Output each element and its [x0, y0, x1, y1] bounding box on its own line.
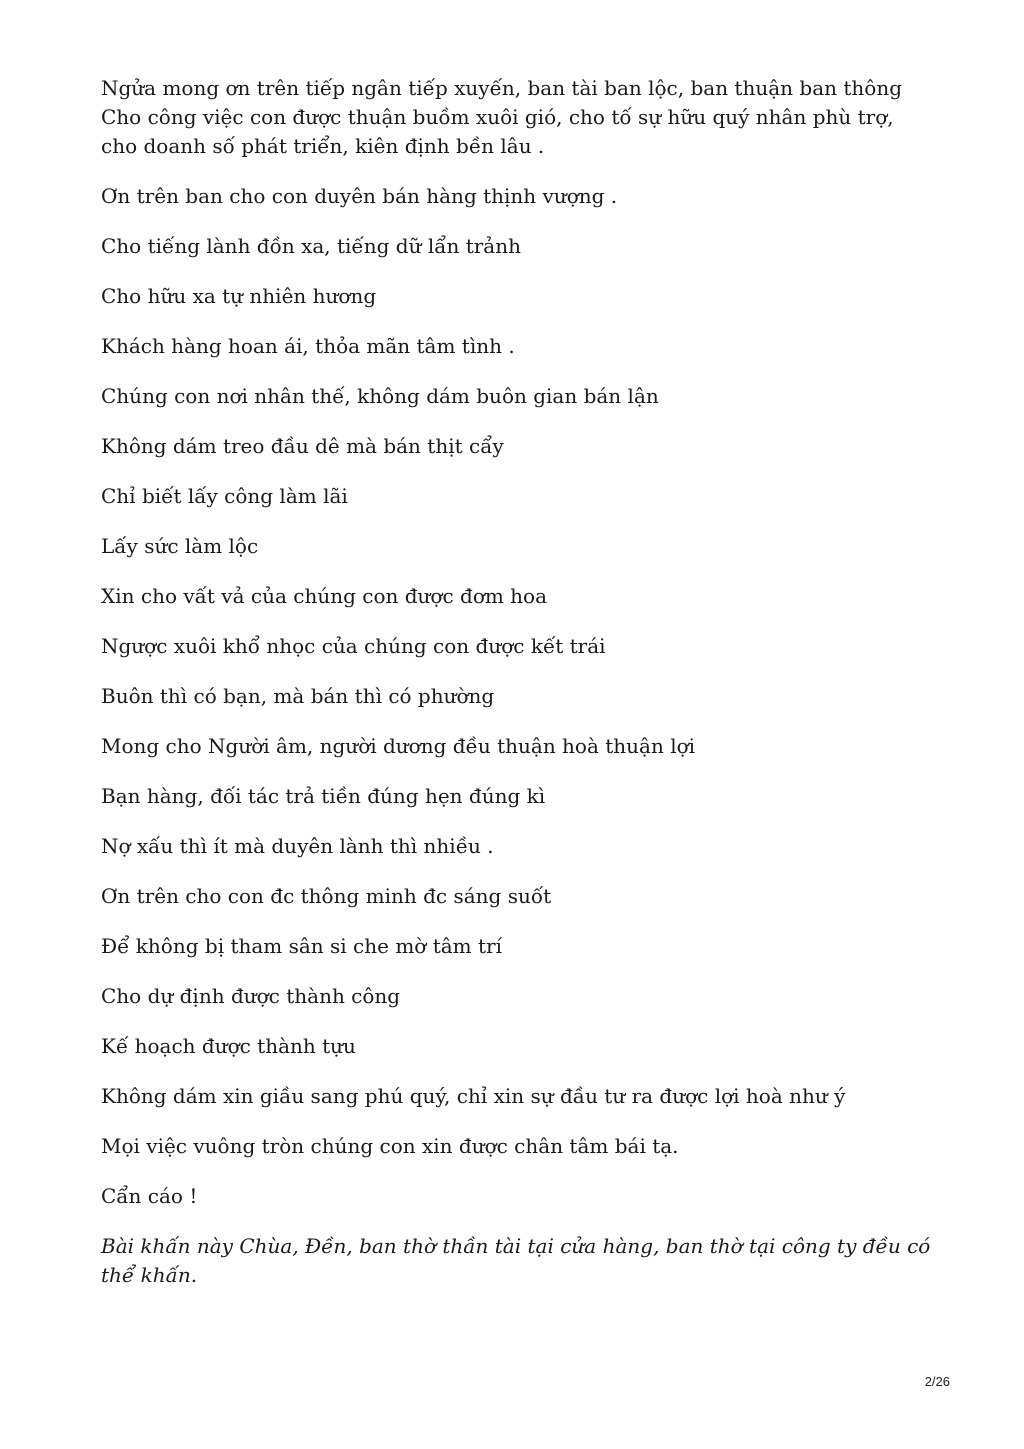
paragraph-line: Lấy sức làm lộc: [101, 534, 259, 558]
paragraph-line: Để không bị tham sân si che mờ tâm trí: [101, 934, 502, 958]
paragraph-line: Ơn trên cho con đc thông minh đc sáng suốt: [101, 884, 552, 908]
paragraph-opening: Ngửa mong ơn trên tiếp ngân tiếp xuyến, ban tài ban lộc, ban thuận ban thông Cho công việc con được thuận buồm xuôi gió, cho tố sự hữu quý nhân phù trợ, cho doanh số phát triển, kiên định bền lâu .: [101, 76, 902, 158]
paragraph-line: Cho tiếng lành đồn xa, tiếng dữ lẩn trảnh: [101, 234, 521, 258]
paragraph-line: Ơn trên ban cho con duyên bán hàng thịnh vượng .: [101, 184, 618, 208]
paragraph-line: Không dám treo đầu dê mà bán thịt cẩy: [101, 434, 504, 458]
paragraph-line: Mọi việc vuông tròn chúng con xin được chân tâm bái tạ.: [101, 1134, 679, 1158]
paragraph-line: Khách hàng hoan ái, thỏa mãn tâm tình .: [101, 334, 515, 358]
page-number: 2/26: [924, 1374, 950, 1389]
paragraph-line: Cho dự định được thành công: [101, 984, 401, 1008]
paragraph-line: Xin cho vất vả của chúng con được đơm hoa: [101, 584, 548, 608]
italic-note: Bài khấn này Chùa, Đền, ban thờ thần tài tại cửa hàng, ban thờ tại công ty đều có thể khấn.: [101, 1234, 931, 1287]
paragraph-line: Chỉ biết lấy công làm lãi: [101, 484, 348, 508]
paragraph-closing: Cẩn cáo !: [101, 1184, 198, 1208]
document-body: [101, 74, 931, 1311]
paragraph-line: Buôn thì có bạn, mà bán thì có phường: [101, 684, 495, 708]
paragraph-line: Mong cho Người âm, người dương đều thuận hoà thuận lợi: [101, 734, 696, 758]
paragraph-line: Ngược xuôi khổ nhọc của chúng con được kết trái: [101, 634, 606, 658]
paragraph-line: Kế hoạch được thành tựu: [101, 1034, 356, 1058]
paragraph-line: Cho hữu xa tự nhiên hương: [101, 284, 377, 308]
paragraph-line: Bạn hàng, đối tác trả tiền đúng hẹn đúng kì: [101, 784, 546, 808]
paragraph-line: Chúng con nơi nhân thế, không dám buôn gian bán lận: [101, 384, 659, 408]
paragraph-line: Nợ xấu thì ít mà duyên lành thì nhiều .: [101, 834, 494, 858]
paragraph-line: Không dám xin giầu sang phú quý, chỉ xin sự đầu tư ra được lợi hoà như ý: [101, 1084, 846, 1108]
